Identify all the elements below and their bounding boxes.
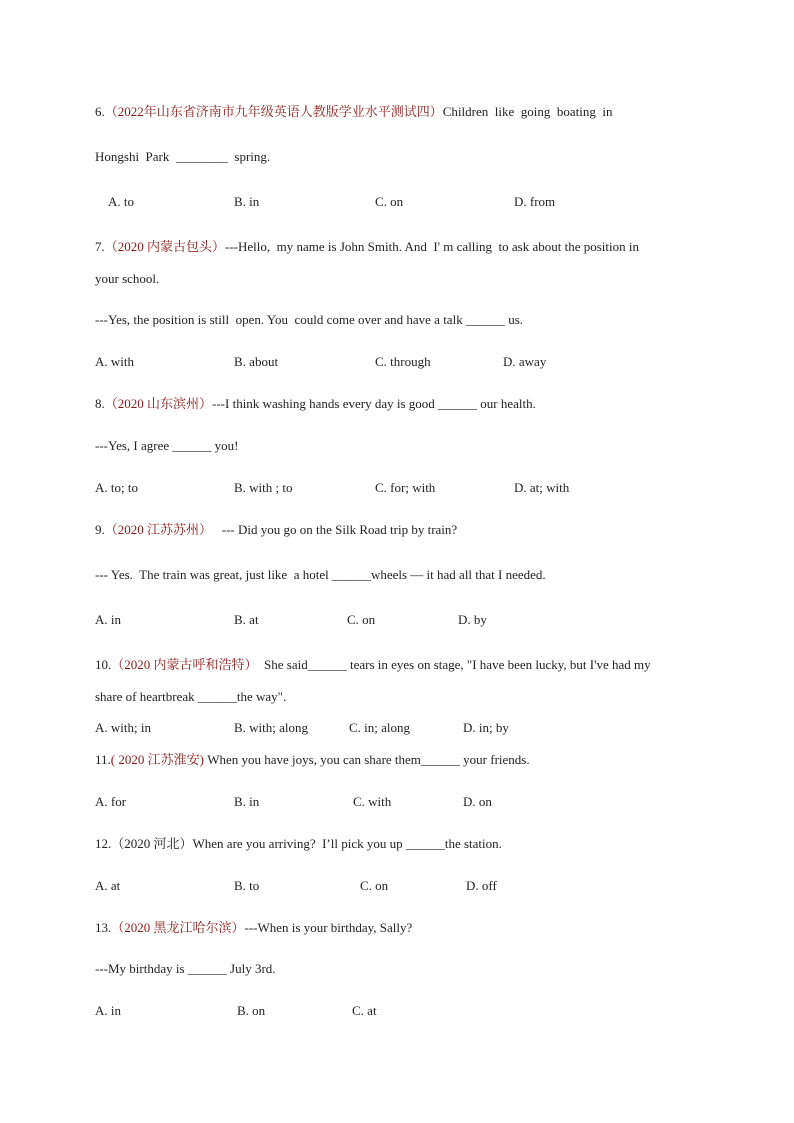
q9-line2: --- Yes. The train was great, just like a hotel ______wheels — it had all that I needed. [95, 567, 546, 582]
q10-option-b: B. with; along [234, 720, 309, 735]
q6-line2: Hongshi Park ________ spring. [95, 149, 271, 164]
q12-option-d: D. off [466, 878, 497, 893]
q11-source: ( 2020 江苏淮安) [110, 752, 204, 767]
q9-option-a: A. in [95, 612, 121, 627]
q13-line2: ---My birthday is ______ July 3rd. [95, 961, 276, 976]
q8-option-a: A. to; to [95, 480, 138, 495]
q6-option-a: A. to [108, 194, 134, 209]
q13-option-b: B. on [237, 1003, 266, 1018]
q9-text-1: --- Did you go on the Silk Road trip by train? [212, 522, 458, 537]
q13-option-a: A. in [95, 1003, 121, 1018]
q9-option-b: B. at [234, 612, 259, 627]
q10-option-c: C. in; along [349, 720, 411, 735]
q13-line1 [95, 920, 412, 936]
q11-number: 11. [95, 752, 111, 767]
q6-number: 6. [95, 104, 105, 119]
q10-number: 10. [95, 657, 112, 672]
q7-option-a: A. with [95, 354, 134, 369]
q12-source: （2020 河北） [111, 836, 193, 851]
q7-line3: ---Yes, the position is still open. You could come over and have a talk ______ us. [95, 312, 523, 327]
q11-option-b: B. in [234, 794, 260, 809]
q6-text-1: Children like going boating in [442, 104, 613, 119]
q7-text-1: ---Hello, my name is John Smith. And I' m calling to ask about the position in [225, 239, 639, 254]
q9-number: 9. [95, 522, 105, 537]
q8-line2: ---Yes, I agree ______ you! [95, 438, 239, 453]
q13-text-1: ---When is your birthday, Sally? [244, 920, 413, 935]
q12-option-a: A. at [95, 878, 121, 893]
q13-number: 13. [95, 920, 112, 935]
q11-line1 [95, 752, 530, 768]
q12-option-b: B. to [234, 878, 260, 893]
q9-option-d: D. by [458, 612, 487, 627]
q11-text-1: When you have joys, you can share them______ your friends. [203, 752, 530, 767]
q11-option-d: D. on [463, 794, 492, 809]
q7-option-d: D. away [503, 354, 547, 369]
q7-number: 7. [95, 239, 105, 254]
q8-number: 8. [95, 396, 105, 411]
q10-text-1: She said______ tears in eyes on stage, "I have been lucky, but I've had my [257, 657, 651, 672]
q10-source: （2020 内蒙古呼和浩特） [111, 657, 258, 672]
q13-source: （2020 黑龙江哈尔滨） [111, 920, 245, 935]
q11-option-c: C. with [353, 794, 392, 809]
q6-line1 [95, 104, 612, 120]
q6-option-d: D. from [514, 194, 556, 209]
q11-option-a: A. for [95, 794, 127, 809]
q7-option-c: C. through [375, 354, 431, 369]
q10-line2: share of heartbreak ______the way". [95, 689, 287, 704]
q10-option-d: D. in; by [463, 720, 509, 735]
q7-line2: your school. [95, 271, 160, 286]
q12-text-1: When are you arriving? I’ll pick you up ______the station. [192, 836, 502, 851]
q7-source: （2020 内蒙古包头） [104, 239, 226, 254]
q6-option-c: C. on [375, 194, 404, 209]
q6-option-b: B. in [234, 194, 260, 209]
q12-option-c: C. on [360, 878, 389, 893]
q8-option-c: C. for; with [375, 480, 436, 495]
q10-line1 [95, 657, 651, 673]
q12-number: 12. [95, 836, 112, 851]
q8-line1 [95, 396, 536, 412]
q8-option-d: D. at; with [514, 480, 570, 495]
q9-source: （2020 江苏苏州） [104, 522, 213, 537]
q6-source: （2022年山东省济南市九年级英语人教版学业水平测试四） [104, 104, 443, 119]
q8-source: （2020 山东滨州） [104, 396, 213, 411]
q7-option-b: B. about [234, 354, 279, 369]
q8-text-1: ---I think washing hands every day is good ______ our health. [212, 396, 536, 411]
q9-option-c: C. on [347, 612, 376, 627]
q8-option-b: B. with ; to [234, 480, 293, 495]
q13-option-c: C. at [352, 1003, 377, 1018]
q9-line1 [95, 522, 457, 538]
q12-line1 [95, 836, 502, 852]
q10-option-a: A. with; in [95, 720, 151, 735]
q7-line1 [95, 239, 639, 255]
